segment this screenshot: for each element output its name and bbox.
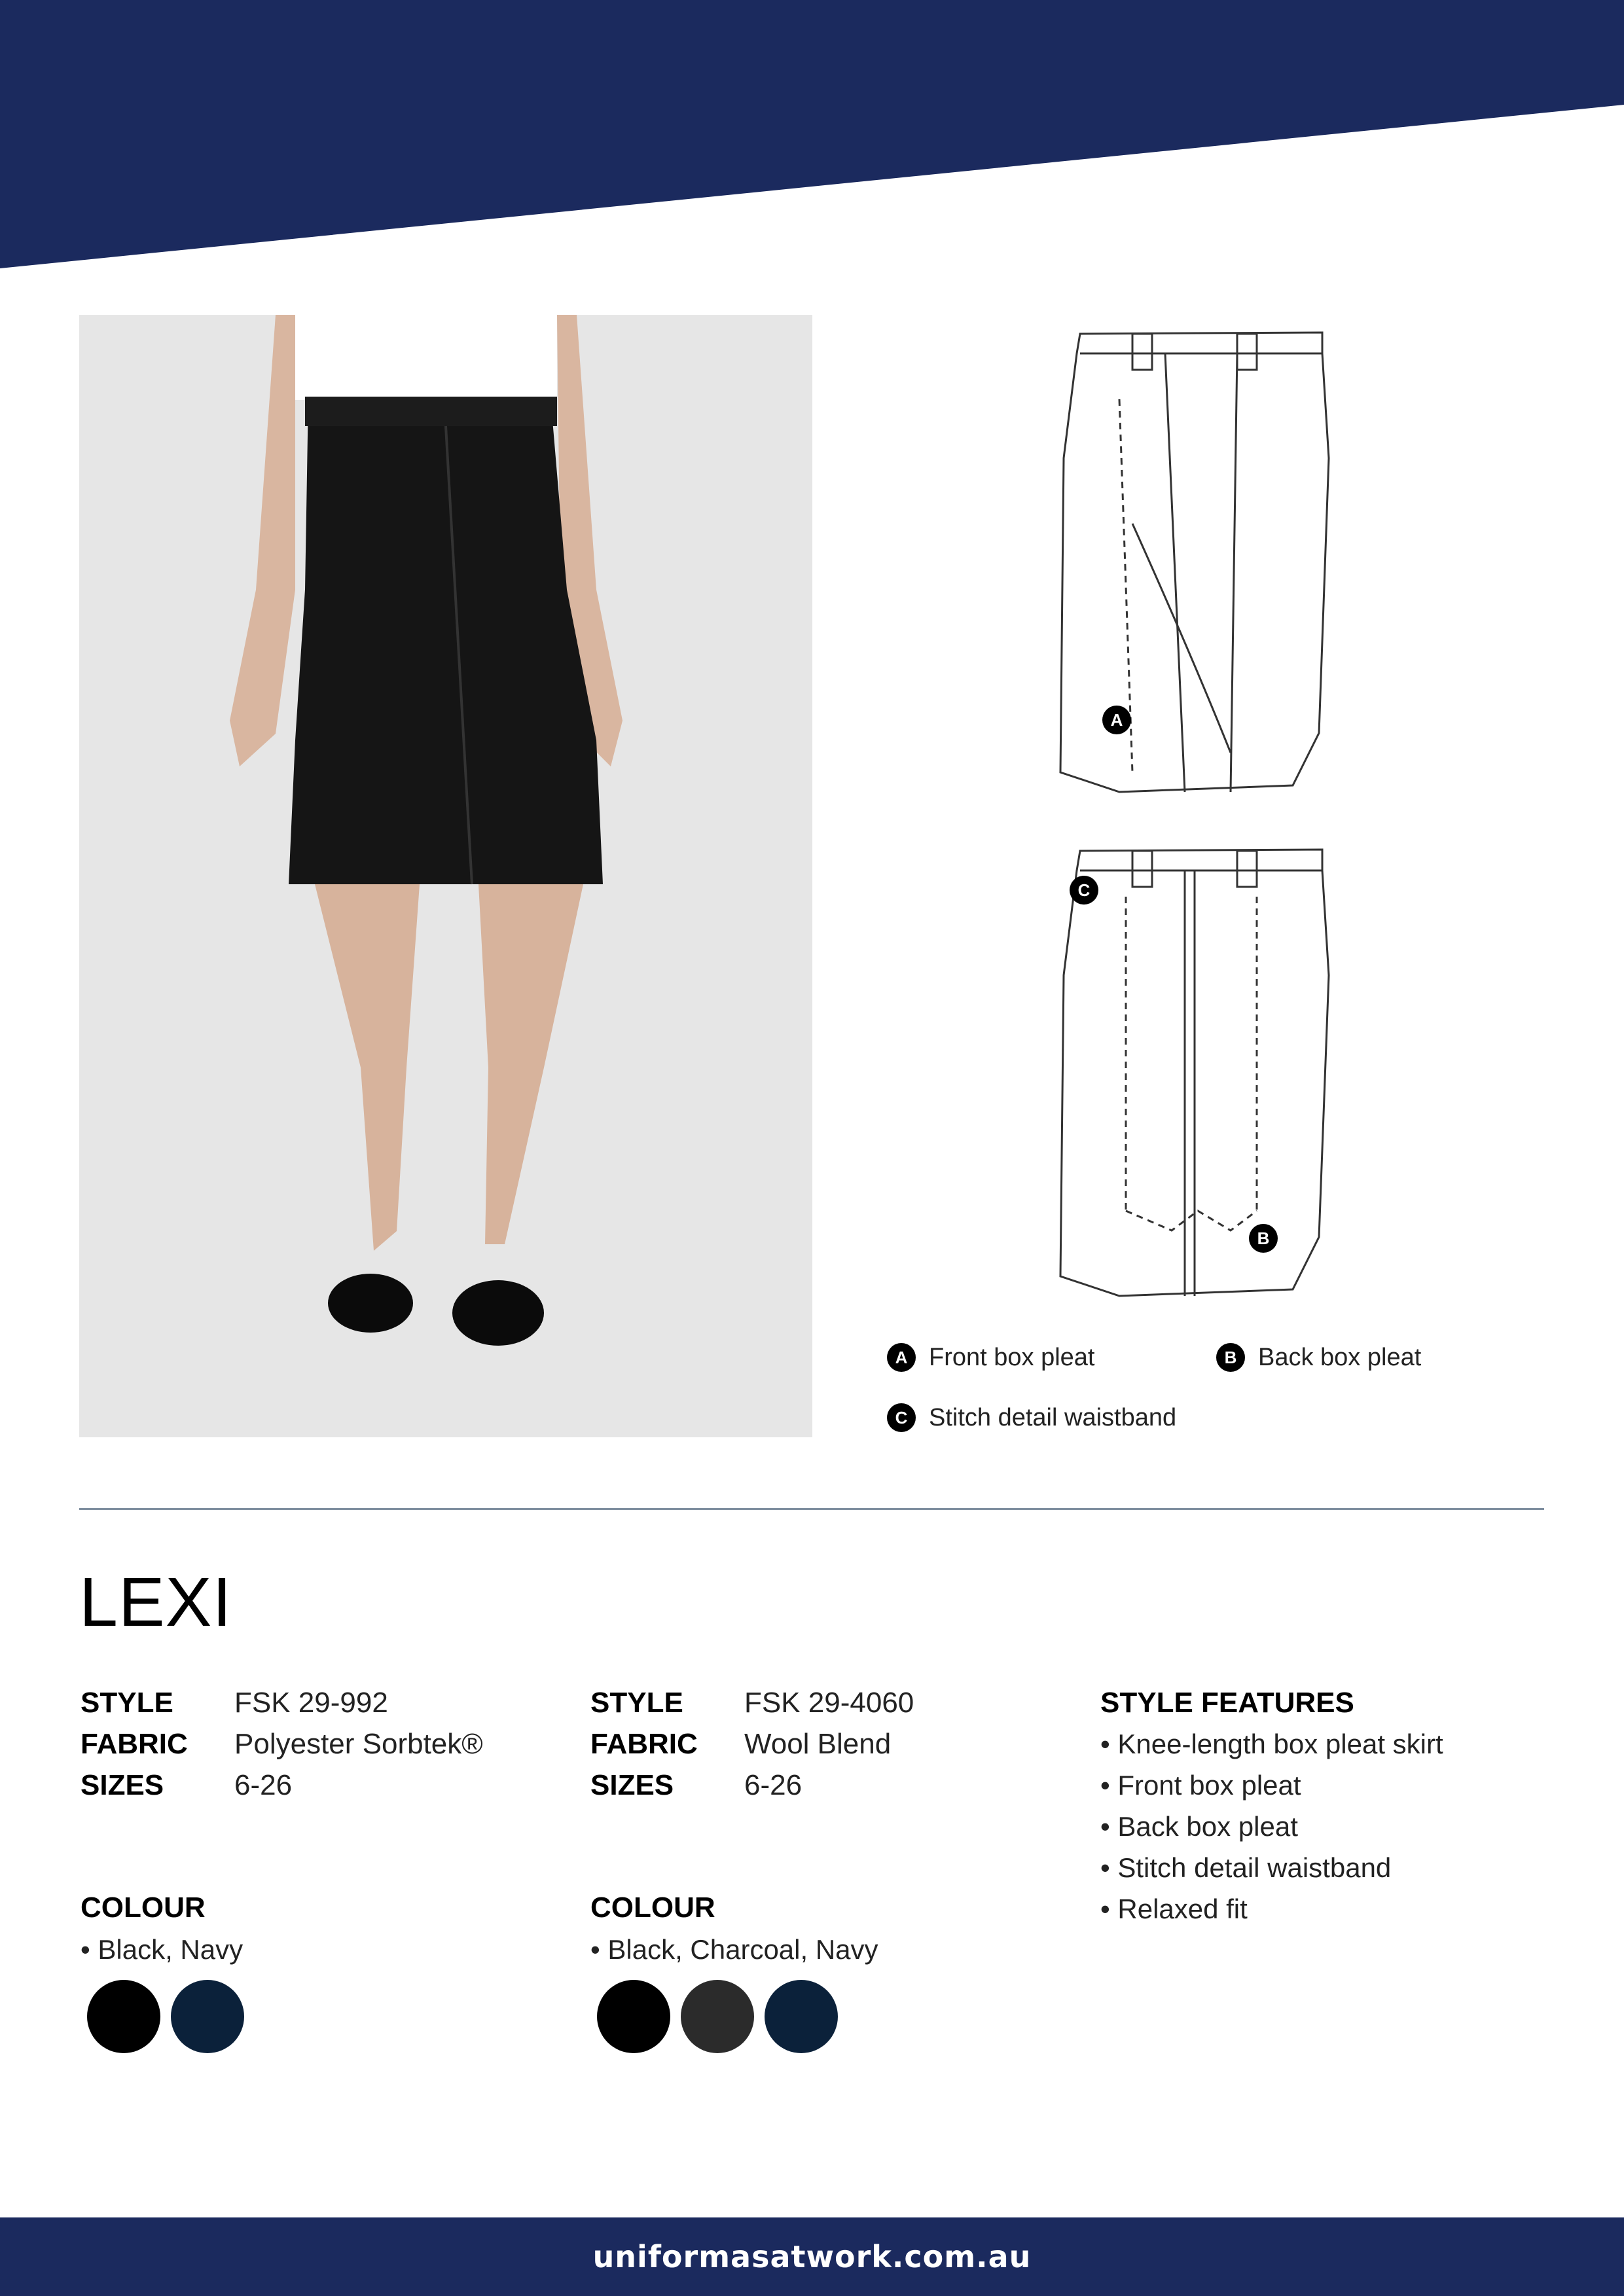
spec-label: STYLE (590, 1686, 683, 1719)
marker-a: A (1102, 706, 1131, 734)
legend-label: Front box pleat (929, 1343, 1095, 1371)
sizes-value: 6-26 (234, 1768, 293, 1801)
back-technical-sketch (1034, 844, 1335, 1302)
spec-label: FABRIC (590, 1727, 698, 1760)
marker-c: C (1070, 876, 1098, 905)
legend-back-box-pleat (1216, 1343, 1421, 1372)
spec-row-fabric (590, 1723, 914, 1765)
swatch-charcoal (681, 1980, 754, 2053)
spec-label: FABRIC (81, 1727, 188, 1760)
features-title: STYLE FEATURES (1100, 1687, 1354, 1719)
front-technical-sketch (1034, 327, 1335, 798)
swatch-group-2 (597, 1980, 838, 2053)
legend-marker: C (887, 1403, 916, 1432)
fabric-value: Polyester Sorbtek® (234, 1727, 483, 1760)
legend-front-box-pleat (887, 1343, 1094, 1372)
legend-label: Back box pleat (1258, 1343, 1422, 1371)
spec-row-style (81, 1682, 483, 1723)
swatch-navy (765, 1980, 838, 2053)
swatch-black (87, 1980, 160, 2053)
style-features (1100, 1682, 1443, 1929)
colour-list: • Black, Navy (81, 1934, 244, 1965)
spec-label: STYLE (81, 1686, 173, 1719)
style-code: FSK 29-4060 (744, 1686, 914, 1719)
spec-row-fabric (81, 1723, 483, 1765)
sizes-value: 6-26 (744, 1768, 803, 1801)
feature-item: • Knee-length box pleat skirt (1100, 1729, 1443, 1759)
spec-row-style (590, 1682, 914, 1723)
header-band (0, 0, 1624, 275)
fabric-value: Wool Blend (744, 1727, 892, 1760)
product-photo (79, 315, 812, 1437)
feature-item: • Front box pleat (1100, 1770, 1301, 1801)
website-link[interactable]: uniformasatwork.com.au (592, 2239, 1032, 2274)
spec-label: SIZES (590, 1768, 674, 1801)
feature-item: • Relaxed fit (1100, 1893, 1248, 1924)
legend-marker: A (887, 1343, 916, 1372)
marker-b: B (1249, 1224, 1278, 1253)
legend-label: Stitch detail waistband (929, 1403, 1177, 1431)
colour-title: COLOUR (590, 1892, 715, 1924)
colour-list: • Black, Charcoal, Navy (590, 1934, 878, 1965)
style-code: FSK 29-992 (234, 1686, 388, 1719)
feature-item: • Stitch detail waistband (1100, 1852, 1392, 1883)
product-name: LEXI (79, 1564, 232, 1641)
section-divider (79, 1508, 1544, 1510)
colour-title: COLOUR (81, 1892, 206, 1924)
spec-label: SIZES (81, 1768, 164, 1801)
legend-marker: B (1216, 1343, 1245, 1372)
feature-item: • Back box pleat (1100, 1811, 1298, 1842)
spec-column-2 (590, 1682, 914, 1806)
spec-column-1 (81, 1682, 483, 1806)
spec-row-sizes (81, 1765, 483, 1806)
legend-stitch-detail-waistband (887, 1403, 1176, 1432)
swatch-navy (171, 1980, 244, 2053)
swatch-black (597, 1980, 670, 2053)
swatch-group-1 (87, 1980, 244, 2053)
spec-row-sizes (590, 1765, 914, 1806)
